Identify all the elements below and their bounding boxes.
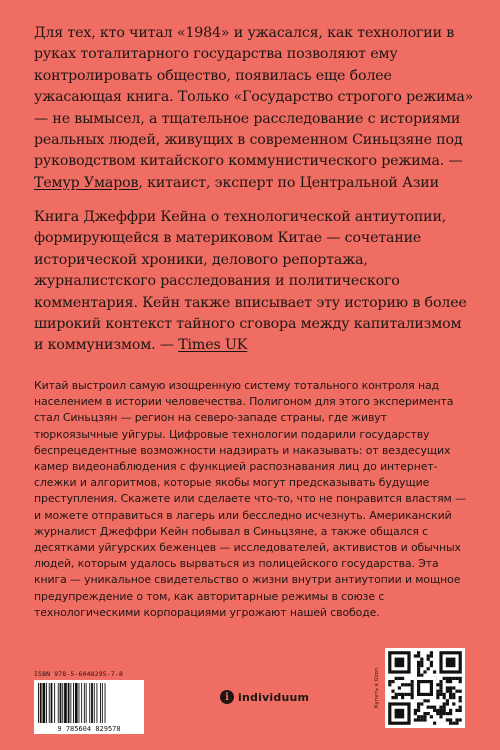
publisher-name: individuum bbox=[238, 690, 310, 704]
quote-author-link[interactable]: Темур Умаров bbox=[34, 174, 139, 191]
publisher-logo bbox=[220, 690, 309, 704]
barcode-digits: 9 785604 829578 bbox=[36, 725, 142, 733]
barcode bbox=[34, 680, 144, 734]
isbn-barcode-block bbox=[34, 670, 144, 734]
review-quote-umarov: Для тех, кто читал «1984» и ужасался, как технологии в руках тоталитарного государства позволяют ему контролировать общество, появилась еще более ужасающая книга. Только «Государство строгого режима» — не вымысел, а тщательное расследование с историями реальных людей, живущих в современном Синьцзяне под руководством китайского коммунистического режима. — Темур Умаров, китаист, эксперт по Центральной Азии bbox=[34, 25, 474, 191]
isbn-text: ISBN 978-5-6048295-7-8 bbox=[34, 670, 124, 678]
review-quote-times: Книга Джеффри Кейна о технологической антиутопии, формирующейся в материковом Китае — сочетание исторической хроники, делового репортажа, журналистского расследования и политического комментария. Кейн также вписывает эту историю в более широкий контекст тайного сговора между капитализмом и коммунизмом. — Times UK bbox=[34, 209, 467, 354]
book-annotation: Китай выстроил самую изощренную систему тотального контроля над населением в истории человечества. Полигоном для этого эксперимента стал Синьцзян — регион на северо-западе страны, где живут тюркоязычные уйгуры. Цифровые технологии подарили государству беспрецедентные возможности надзирать и наказывать: от вездесущих камер видеонаблюдения с функцией распознавания лиц до интернет-слежки и алгоритмов, которые якобы могут предсказывать будущие преступления. Скажете или сделаете что-то, что не понравится властям — и можете отправиться в лагерь или бесследно исчезнуть. Американский журналист Джеффри Кейн побывал в Синьцзяне, а также общался с десятками уйгурских беженцев — исследователей, активистов и обычных людей, которым удалось вырваться из полицейского государства. Эта книга — уникальное свидетельство о жизни внутри антиутопии и мощное предупреждение о том, как авторитарные режимы в союзе с технологическими корпорациями угрожают нашей свободе. bbox=[34, 379, 466, 619]
qr-code[interactable] bbox=[385, 648, 465, 728]
qr-caption: Купить в Ozon bbox=[374, 667, 380, 709]
publisher-mark-icon: i bbox=[220, 690, 234, 704]
quote-source-link[interactable]: Times UK bbox=[178, 337, 248, 354]
qr-code-icon bbox=[385, 648, 465, 728]
